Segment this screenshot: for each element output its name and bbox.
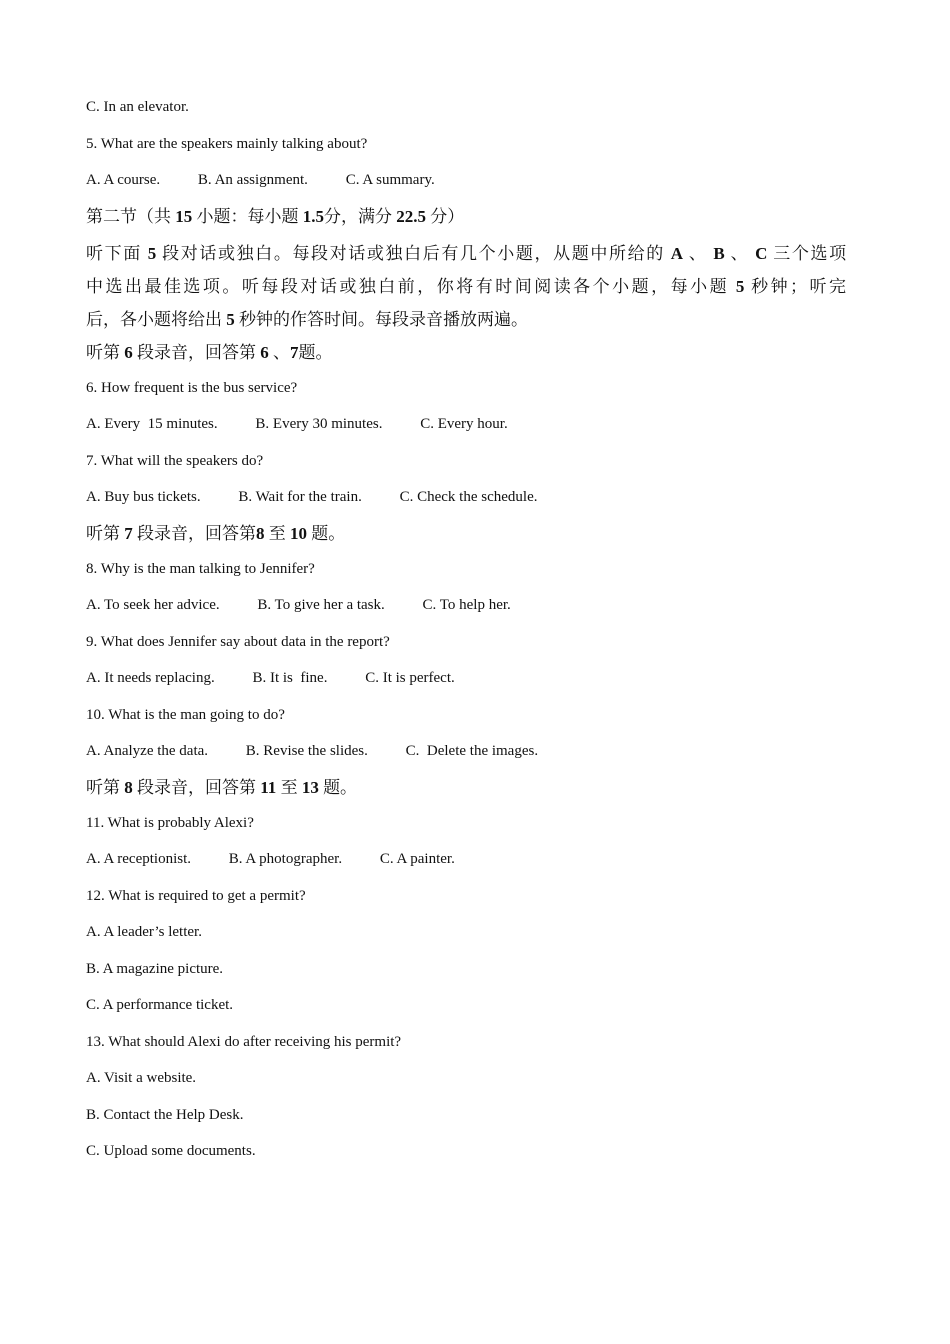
q13-option-c: C. Upload some documents. <box>86 1143 256 1159</box>
q6-option-a: A. Every 15 minutes. <box>86 416 218 432</box>
q8-option-a: A. To seek her advice. <box>86 597 220 613</box>
q12-option-c: C. A performance ticket. <box>86 997 234 1013</box>
audio8-heading: 听第 8 段录音，回答第 11 至 13 题。 <box>86 778 358 797</box>
q11-stem: 11. What is probably Alexi? <box>86 815 254 831</box>
section2-instructions-line2: 中选出最佳选项。听每段对话或独白前，你将有时间阅读各个小题，每小题 5 秒钟；听完 <box>86 277 847 296</box>
q6-option-c: C. Every hour. <box>420 416 508 432</box>
q10-option-c: C. Delete the images. <box>405 743 539 759</box>
q9-option-c: C. It is perfect. <box>365 670 455 686</box>
section2-instructions-line3: 后，各小题将给出 5 秒钟的作答时间。每段录音播放两遍。 <box>86 310 528 329</box>
q13-option-a: A. Visit a website. <box>86 1070 197 1086</box>
q10-stem: 10. What is the man going to do? <box>86 707 285 723</box>
q10-options <box>86 742 538 760</box>
q6-option-b: B. Every 30 minutes. <box>255 416 383 432</box>
q7-options <box>86 488 537 506</box>
audio7-heading: 听第 7 段录音，回答第8 至 10 题。 <box>86 524 346 543</box>
q8-stem: 8. Why is the man talking to Jennifer? <box>86 561 315 577</box>
q7-option-a: A. Buy bus tickets. <box>86 489 201 505</box>
section2-heading: 第二节（共 15 小题：每小题 1.5分，满分 22.5 分） <box>86 207 465 226</box>
q12-stem: 12. What is required to get a permit? <box>86 888 306 904</box>
q8-options <box>86 596 511 614</box>
q5-option-a: A. A course. <box>86 172 161 188</box>
q9-stem: 9. What does Jennifer say about data in the report? <box>86 634 390 650</box>
q8-option-c: C. To help her. <box>422 597 511 613</box>
q4-option-c: C. In an elevator. <box>86 99 189 115</box>
q9-option-b: B. It is fine. <box>252 670 328 686</box>
q6-stem: 6. How frequent is the bus service? <box>86 380 298 396</box>
q5-option-b: B. An assignment. <box>197 172 308 188</box>
q12-option-a: A. A leader’s letter. <box>86 924 202 940</box>
q8-option-b: B. To give her a task. <box>257 597 385 613</box>
q12-option-b: B. A magazine picture. <box>86 961 224 977</box>
q5-stem: 5. What are the speakers mainly talking about? <box>86 136 368 152</box>
q9-option-a: A. It needs replacing. <box>86 670 215 686</box>
q6-options <box>86 415 508 433</box>
audio6-heading: 听第 6 段录音，回答第 6 、7题。 <box>86 343 333 362</box>
q11-option-c: C. A painter. <box>379 851 455 867</box>
q5-options <box>86 171 435 189</box>
section2-instructions-line1: 听下面 5 段对话或独白。每段对话或独白后有几个小题，从题中所给的 A 、 B 、 C 三个选项 <box>86 244 847 263</box>
q5-option-c: C. A summary. <box>345 172 435 188</box>
q13-stem: 13. What should Alexi do after receiving his permit? <box>86 1034 402 1050</box>
q11-option-b: B. A photographer. <box>228 851 343 867</box>
q11-options <box>86 850 455 868</box>
q7-option-c: C. Check the schedule. <box>399 489 538 505</box>
q10-option-b: B. Revise the slides. <box>245 743 368 759</box>
q11-option-a: A. A receptionist. <box>86 851 191 867</box>
q13-option-b: B. Contact the Help Desk. <box>86 1107 244 1123</box>
q9-options <box>86 669 455 687</box>
q7-stem: 7. What will the speakers do? <box>86 453 264 469</box>
q7-option-b: B. Wait for the train. <box>238 489 362 505</box>
q10-option-a: A. Analyze the data. <box>86 743 209 759</box>
